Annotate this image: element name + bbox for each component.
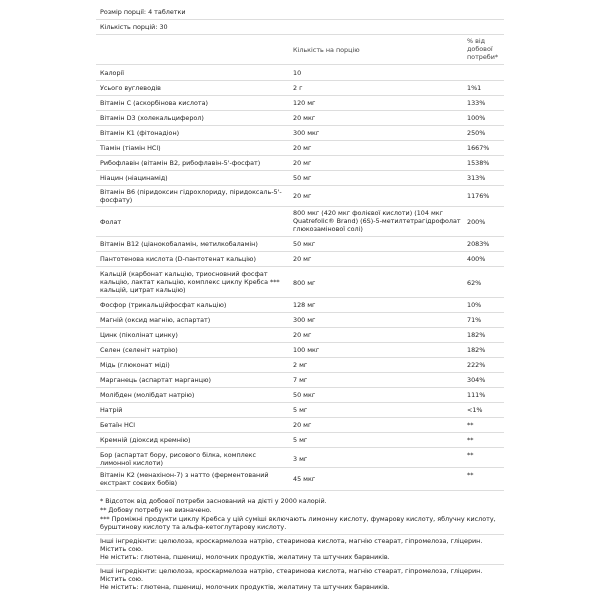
divider [96, 312, 504, 313]
divider [96, 170, 504, 171]
nutrient-dv: 111% [467, 391, 486, 399]
nutrient-dv: 1538% [467, 159, 490, 167]
divider [96, 64, 504, 65]
nutrient-amount: 300 мг [293, 316, 316, 324]
nutrient-name: Мідь (глюконат міді) [100, 361, 170, 369]
divider [96, 467, 504, 468]
nutrient-name: Вітамін D3 (холекальциферол) [100, 114, 204, 122]
nutrient-name: Марганець (аспартат марганцю) [100, 376, 211, 384]
nutrient-dv: 313% [467, 174, 486, 182]
nutrient-name: Магній (оксид магнію, аспартат) [100, 316, 211, 324]
nutrient-dv: 250% [467, 129, 486, 137]
divider [96, 297, 504, 298]
footnote: * Відсоток від добової потреби заснований на дієті у 2000 калорій. [100, 497, 327, 505]
nutrient-amount: 2 г [293, 84, 303, 92]
nutrient-name: Бетаїн HCl [100, 421, 135, 429]
allergen-free-statement: Не містить: глютена, пшениці, молочних продуктів, желатину та штучних барвників. [100, 583, 390, 591]
nutrient-name: Вітамін C (аскорбінова кислота) [100, 99, 209, 107]
nutrient-amount: 7 мг [293, 376, 308, 384]
nutrient-name: Натрій [100, 406, 123, 414]
nutrient-name: Тіамін (тіамін HCl) [100, 144, 161, 152]
divider [96, 251, 504, 252]
nutrient-dv: 304% [467, 376, 486, 384]
nutrient-dv: 400% [467, 255, 486, 263]
nutrient-amount: 800 мг [293, 279, 316, 287]
nutrient-name: Фолат [100, 218, 122, 226]
footnote: ** Добову потребу не визначено. [100, 506, 212, 514]
nutrient-amount: 100 мкг [293, 346, 320, 354]
nutrient-amount: 50 мкг [293, 240, 316, 248]
nutrient-name: Вітамін K1 (фітонадіон) [100, 129, 180, 137]
nutrient-amount: 20 мг [293, 144, 312, 152]
nutrient-name: Цинк (піколінат цинку) [100, 331, 178, 339]
nutrient-amount: 50 мкг [293, 391, 316, 399]
divider [96, 34, 504, 35]
servings-per-container: Кількість порцій: 30 [100, 23, 168, 31]
divider [96, 372, 504, 373]
nutrient-name: Ніацин (ніацинамід) [100, 174, 168, 182]
nutrient-dv: 1%1 [467, 84, 482, 92]
divider [96, 110, 504, 111]
nutrient-amount: 5 мг [293, 436, 308, 444]
nutrient-amount: 800 мкг (420 мкг фолієвої кислоти) (104 мкг Quatrefolic® Brand) (6S)-5-метилтетрагідрофолат глюкозамінової солі) [293, 209, 461, 233]
nutrient-name: Усього вуглеводів [100, 84, 161, 92]
nutrient-name: Кремній (діоксид кремнію) [100, 436, 191, 444]
nutrient-amount: 5 мг [293, 406, 308, 414]
nutrient-dv: ** [467, 471, 474, 479]
nutrient-amount: 20 мкг [293, 114, 316, 122]
divider [96, 447, 504, 448]
divider [96, 140, 504, 141]
divider [96, 417, 504, 418]
nutrient-amount: 50 мг [293, 174, 312, 182]
nutrient-amount: 128 мг [293, 301, 316, 309]
nutrient-amount: 20 мг [293, 421, 312, 429]
divider [96, 402, 504, 403]
nutrient-name: Пантотенова кислота (D-пантотенат кальцію) [100, 255, 256, 263]
nutrient-dv: 1667% [467, 144, 490, 152]
nutrient-amount: 120 мг [293, 99, 316, 107]
nutrient-amount: 2 мг [293, 361, 308, 369]
nutrient-name: Бор (аспартат бору, рисового білка, комплекс лимонної кислоти) [100, 451, 257, 467]
nutrient-dv: 200% [467, 218, 486, 226]
nutrient-amount: 45 мкг [293, 475, 316, 483]
nutrient-name: Молібден (молібдат натрію) [100, 391, 195, 399]
allergen-free-statement: Не містить: глютена, пшениці, молочних продуктів, желатину та штучних барвників. [100, 553, 390, 561]
divider [96, 432, 504, 433]
other-ingredients: Інші інгредієнти: целюлоза, кроскармелоза натрію, стеаринова кислота, магнію стеарат, гіпромелоза, гліцерин. Містить сою. [100, 567, 483, 583]
divider [96, 125, 504, 126]
nutrient-name: Вітамін B6 (піридоксин гідрохлориду, піридоксаль-5'-фосфату) [100, 188, 282, 204]
divider [96, 236, 504, 237]
nutrient-name: Селен (селеніт натрію) [100, 346, 178, 354]
nutrient-name: Рибофлавін (вітамін B2, рибофлавін-5'-фосфат) [100, 159, 261, 167]
divider [96, 206, 504, 207]
footnote: *** Проміжні продукти циклу Кребса у цій суміші включають лимонну кислоту, фумарову кислоту, яблучну кислоту, бурштинову кислоту та альфа-кетоглутарову кислоту. [100, 515, 496, 531]
nutrient-dv: 182% [467, 331, 486, 339]
nutrient-amount: 20 мг [293, 192, 312, 200]
divider [96, 490, 504, 491]
nutrient-dv: <1% [467, 406, 483, 414]
serving-size: Розмір порції: 4 таблетки [100, 8, 186, 16]
nutrient-amount: 10 [293, 69, 302, 77]
nutrient-name: Калорії [100, 69, 125, 77]
divider [96, 357, 504, 358]
nutrient-amount: 20 мг [293, 159, 312, 167]
divider [96, 564, 504, 565]
divider [96, 185, 504, 186]
nutrient-dv: 1176% [467, 192, 490, 200]
other-ingredients: Інші інгредієнти: целюлоза, кроскармелоза натрію, стеаринова кислота, магнію стеарат, гіпромелоза, гліцерин. Містить сою. [100, 537, 483, 553]
divider [96, 266, 504, 267]
amount-header: Кількість на порцію [293, 46, 360, 54]
nutrient-dv: ** [467, 436, 474, 444]
nutrient-name: Вітамін B12 (ціанокобаламін, метилкобаламін) [100, 240, 258, 248]
divider [96, 95, 504, 96]
nutrient-name: Вітамін K2 (менахінон-7) з натто (ферментований екстракт соєвих бобів) [100, 471, 269, 487]
nutrient-amount: 20 мг [293, 255, 312, 263]
divider [96, 534, 504, 535]
nutrient-dv: 71% [467, 316, 482, 324]
nutrient-dv: 10% [467, 301, 482, 309]
nutrient-amount: 3 мг [293, 455, 308, 463]
nutrient-name: Кальцій (карбонат кальцію, триосновний фосфат кальцію, лактат кальцію, комплекс циклу Кребса *** кальцій, цитрат кальцію) [100, 270, 280, 294]
nutrient-dv: ** [467, 421, 474, 429]
dv-header: % від добової потреби* [467, 37, 499, 61]
divider [96, 327, 504, 328]
nutrient-amount: 300 мкг [293, 129, 320, 137]
divider [96, 342, 504, 343]
nutrient-dv: 133% [467, 99, 486, 107]
nutrient-dv: 222% [467, 361, 486, 369]
divider [96, 19, 504, 20]
nutrient-dv: ** [467, 451, 474, 459]
nutrient-dv: 62% [467, 279, 482, 287]
divider [96, 387, 504, 388]
divider [96, 80, 504, 81]
nutrient-name: Фосфор (трикальційфосфат кальцію) [100, 301, 227, 309]
nutrient-dv: 2083% [467, 240, 490, 248]
nutrient-dv: 182% [467, 346, 486, 354]
divider [96, 155, 504, 156]
nutrient-amount: 20 мг [293, 331, 312, 339]
nutrient-dv: 100% [467, 114, 486, 122]
